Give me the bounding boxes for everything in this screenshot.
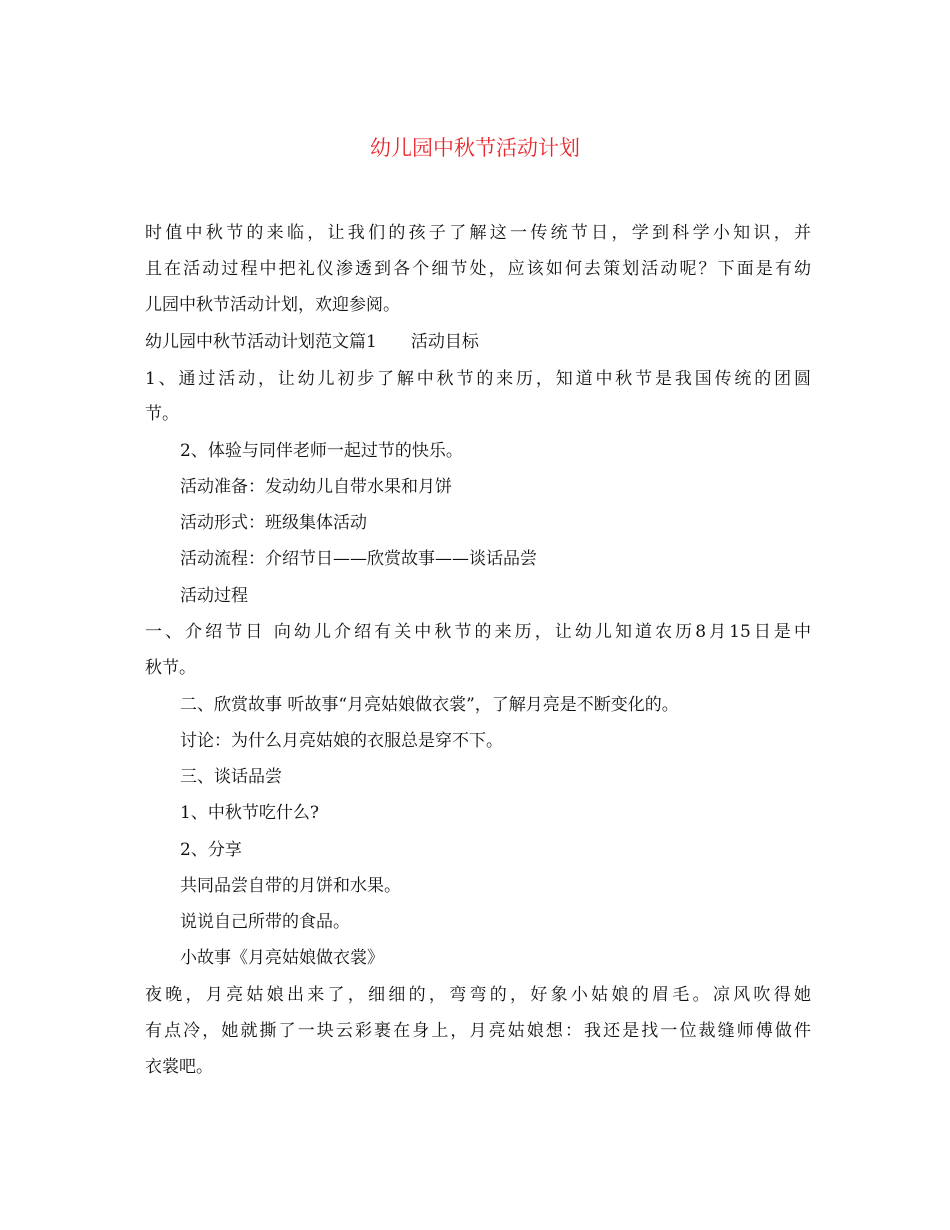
activity-preparation: 活动准备：发动幼儿自带水果和月饼 bbox=[180, 477, 452, 497]
goal-heading: 活动目标 bbox=[410, 332, 479, 352]
section-heading-row bbox=[145, 329, 479, 355]
story-line-2: 有点冷，她就撕了一块云彩裹在身上，月亮姑娘想：我还是找一位裁缝师傅做件 bbox=[145, 1021, 811, 1041]
activity-flow: 活动流程：介绍节日——欣赏故事——谈话品尝 bbox=[180, 549, 537, 569]
step-2: 二、欣赏故事 听故事“月亮姑娘做衣裳”，了解月亮是不断变化的。 bbox=[180, 695, 679, 715]
goal-2: 2、体验与同伴老师一起过节的快乐。 bbox=[180, 441, 463, 461]
step-1-line-1: 一、介绍节日 向幼儿介绍有关中秋节的来历，让幼儿知道农历8月15日是中 bbox=[145, 622, 811, 642]
activity-form: 活动形式：班级集体活动 bbox=[180, 513, 367, 533]
discussion: 讨论：为什么月亮姑娘的衣服总是穿不下。 bbox=[180, 731, 503, 751]
step-3-item-1: 1、中秋节吃什么? bbox=[180, 803, 319, 823]
intro-line-2: 且在活动过程中把礼仪渗透到各个细节处，应该如何去策划活动呢？下面是有幼 bbox=[145, 259, 811, 279]
document-title: 幼儿园中秋节活动计划 bbox=[370, 136, 580, 160]
step-3: 三、谈话品尝 bbox=[180, 767, 282, 787]
story-line-1: 夜晚，月亮姑娘出来了，细细的，弯弯的，好象小姑娘的眉毛。凉风吹得她 bbox=[145, 985, 811, 1005]
intro-line-3: 儿园中秋节活动计划，欢迎参阅。 bbox=[145, 295, 400, 315]
share-2: 说说自己所带的食品。 bbox=[180, 912, 350, 932]
goal-1-line-1: 1、通过活动，让幼儿初步了解中秋节的来历，知道中秋节是我国传统的团圆 bbox=[145, 369, 811, 389]
share-1: 共同品尝自带的月饼和水果。 bbox=[180, 876, 401, 896]
intro-line-1: 时值中秋节的来临，让我们的孩子了解这一传统节日，学到科学小知识，并 bbox=[145, 223, 811, 243]
goal-1-line-2: 节。 bbox=[145, 404, 179, 424]
process-heading: 活动过程 bbox=[180, 586, 248, 606]
section-heading: 幼儿园中秋节活动计划范文篇1 bbox=[145, 332, 377, 352]
step-3-item-2: 2、分享 bbox=[180, 840, 242, 860]
step-1-line-2: 秋节。 bbox=[145, 658, 196, 678]
story-title: 小故事《月亮姑娘做衣裳》 bbox=[180, 948, 384, 968]
story-line-3: 衣裳吧。 bbox=[145, 1057, 213, 1077]
